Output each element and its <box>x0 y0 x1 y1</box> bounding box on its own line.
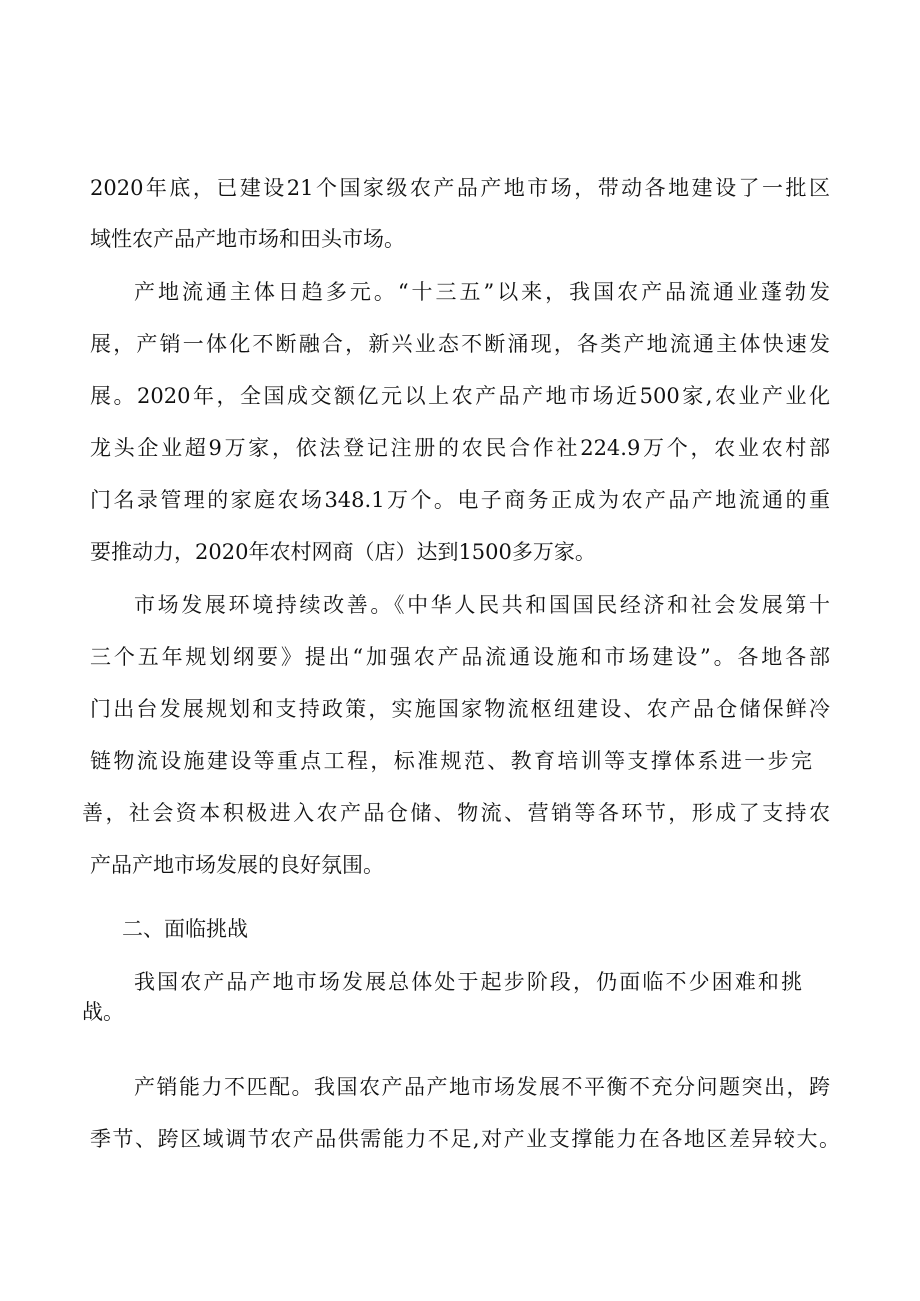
text-line: 要推动力，2020年农村网商（店）达到1500多万家。 <box>90 540 596 564</box>
text-line: 我国农产品产地市场发展总体处于起步阶段，仍面临不少困难和挑 <box>134 970 802 994</box>
text-line: 链物流设施建设等重点工程，标准规范、教育培训等支撑体系进一步完 <box>90 749 812 773</box>
text-line: 产销能力不匹配。我国农产品产地市场发展不平衡不充分问题突出，跨 <box>134 1075 830 1099</box>
text-line: 域性农产品产地市场和田头市场。 <box>90 227 405 251</box>
text-line: 季节、跨区域调节农产品供需能力不足,对产业支撑能力在各地区差异较大。 <box>90 1127 840 1151</box>
text-line: 门出台发展规划和支持政策，实施国家物流枢纽建设、农产品仓储保鲜冷 <box>90 697 830 721</box>
text-line: 产地流通主体日趋多元。“十三五”以来，我国农产品流通业蓬勃发 <box>134 280 830 304</box>
text-line: 2020年底，已建设21个国家级农产品产地市场，带动各地建设了一批区 <box>90 176 830 200</box>
text-line: 三个五年规划纲要》提出“加强农产品流通设施和市场建设”。各地各部 <box>90 645 830 669</box>
text-line: 战。 <box>82 1000 124 1024</box>
text-line: 门名录管理的家庭农场348.1万个。电子商务正成为农产品产地流通的重 <box>90 488 830 512</box>
text-line: 龙头企业超9万家，依法登记注册的农民合作社224.9万个，农业农村部 <box>90 436 830 460</box>
section-heading: 二、面临挑战 <box>122 917 248 941</box>
text-line: 善，社会资本积极进入农产品仓储、物流、营销等各环节，形成了支持农 <box>82 801 830 825</box>
text-line: 产品产地市场发展的良好氛围。 <box>90 853 384 877</box>
text-line: 市场发展环境持续改善。《中华人民共和国国民经济和社会发展第十 <box>134 593 830 617</box>
text-line: 展，产销一体化不断融合，新兴业态不断涌现，各类产地流通主体快速发 <box>90 332 830 356</box>
text-line: 展。2020年，全国成交额亿元以上农产品产地市场近500家,农业产业化 <box>90 384 830 408</box>
